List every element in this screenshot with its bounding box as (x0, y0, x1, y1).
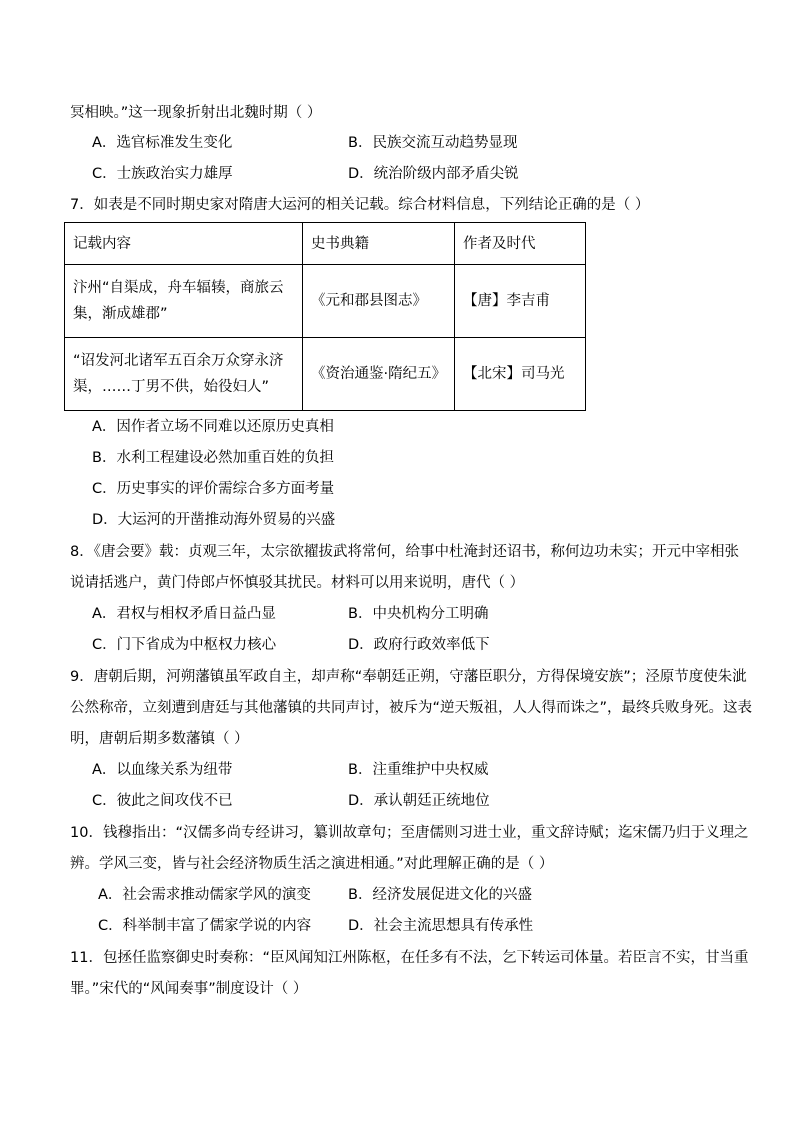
q10-option-b: B．经济发展促进文化的兴盛 (348, 887, 532, 903)
table-cell: 【唐】李吉甫 (455, 265, 586, 338)
q7-option-d: D．大运河的开凿推动海外贸易的兴盛 (92, 512, 336, 528)
q8-stem-line2: 说请括逃户，黄门侍郎卢怀慎驳其扰民。材料可以用来说明，唐代（ ） (70, 575, 525, 591)
table-cell: 汴州“自渠成，舟车辐辏，商旅云集，渐成雄郡” (65, 265, 303, 338)
q10-stem-line1: 10．钱穆指出：“汉儒多尚专经讲习，纂训故章句；至唐儒则习进士业，重文辞诗赋；迄宋儒乃归于义理之 (70, 825, 749, 841)
table-row (65, 338, 586, 411)
q11-stem-line2: 罪。”宋代的“风闻奏事”制度设计（ ） (70, 981, 308, 997)
q6-option-b: B．民族交流互动趋势显现 (348, 135, 518, 151)
q9-stem-line1: 9．唐朝后期，河朔藩镇虽军政自主，却声称“奉朝廷正朔，守藩臣职分，方得保境安族”；泾原节度使朱泚 (70, 669, 747, 685)
table-header-cell: 史书典籍 (303, 223, 455, 265)
q10-option-c: C．科举制丰富了儒家学说的内容 (98, 918, 312, 934)
q8-option-b: B．中央机构分工明确 (348, 606, 489, 622)
table-cell: 《资治通鉴·隋纪五》 (303, 338, 455, 411)
table-cell: 《元和郡县图志》 (303, 265, 455, 338)
q9-option-c: C．彼此之间攻伐不已 (92, 793, 233, 809)
q9-stem-line2: 公然称帝，立刻遭到唐廷与其他藩镇的共同声讨，被斥为“逆天叛祖，人人得而诛之”，最终兵败身死。这表 (70, 700, 753, 716)
table-header-cell: 记载内容 (65, 223, 303, 265)
q7-option-c: C．历史事实的评价需综合多方面考量 (92, 481, 335, 497)
q6-option-a: A．选官标准发生变化 (92, 135, 233, 151)
q7-option-a: A．因作者立场不同难以还原历史真相 (92, 419, 334, 435)
q9-option-b: B．注重维护中央权威 (348, 762, 489, 778)
q6-option-c: C．士族政治实力雄厚 (92, 166, 233, 182)
q7-option-b: B．水利工程建设必然加重百姓的负担 (92, 450, 334, 466)
table-cell: 【北宋】司马光 (455, 338, 586, 411)
q10-stem-line2: 辨。学风三变，皆与社会经济物质生活之演进相通。”对此理解正确的是（ ） (70, 856, 554, 872)
q8-option-a: A．君权与相权矛盾日益凸显 (92, 606, 276, 622)
table-header-row (65, 223, 586, 265)
q9-stem-line3: 明，唐朝后期多数藩镇（ ） (70, 731, 249, 747)
q7-stem: 7．如表是不同时期史家对隋唐大运河的相关记载。综合材料信息，下列结论正确的是（ ） (70, 197, 650, 213)
table-cell: “诏发河北诸军五百余万众穿永济渠，……丁男不供，始役妇人” (65, 338, 303, 411)
q6-option-d: D．统治阶级内部矛盾尖锐 (348, 166, 519, 182)
q9-option-a: A．以血缘关系为纽带 (92, 762, 233, 778)
q10-option-a: A．社会需求推动儒家学风的演变 (98, 887, 311, 903)
q7-record-table (64, 222, 586, 411)
q8-stem-line1: 8．《唐会要》载：贞观三年，太宗欲擢拔武将常何，给事中杜淹封还诏书，称何边功未实；开元中宰相张 (70, 544, 739, 560)
q10-option-d: D．社会主流思想具有传承性 (348, 918, 534, 934)
q11-stem-line1: 11．包拯任监察御史时奏称：“臣风闻知江州陈枢，在任多有不法，乞下转运司体量。若臣言不实，甘当重 (70, 950, 749, 966)
table-header-cell: 作者及时代 (455, 223, 586, 265)
table-row (65, 265, 586, 338)
q6-stem-tail: 冥相映。”这一现象折射出北魏时期（ ） (70, 105, 322, 121)
q8-option-d: D．政府行政效率低下 (348, 637, 490, 653)
q9-option-d: D．承认朝廷正统地位 (348, 793, 490, 809)
q8-option-c: C．门下省成为中枢权力核心 (92, 637, 277, 653)
